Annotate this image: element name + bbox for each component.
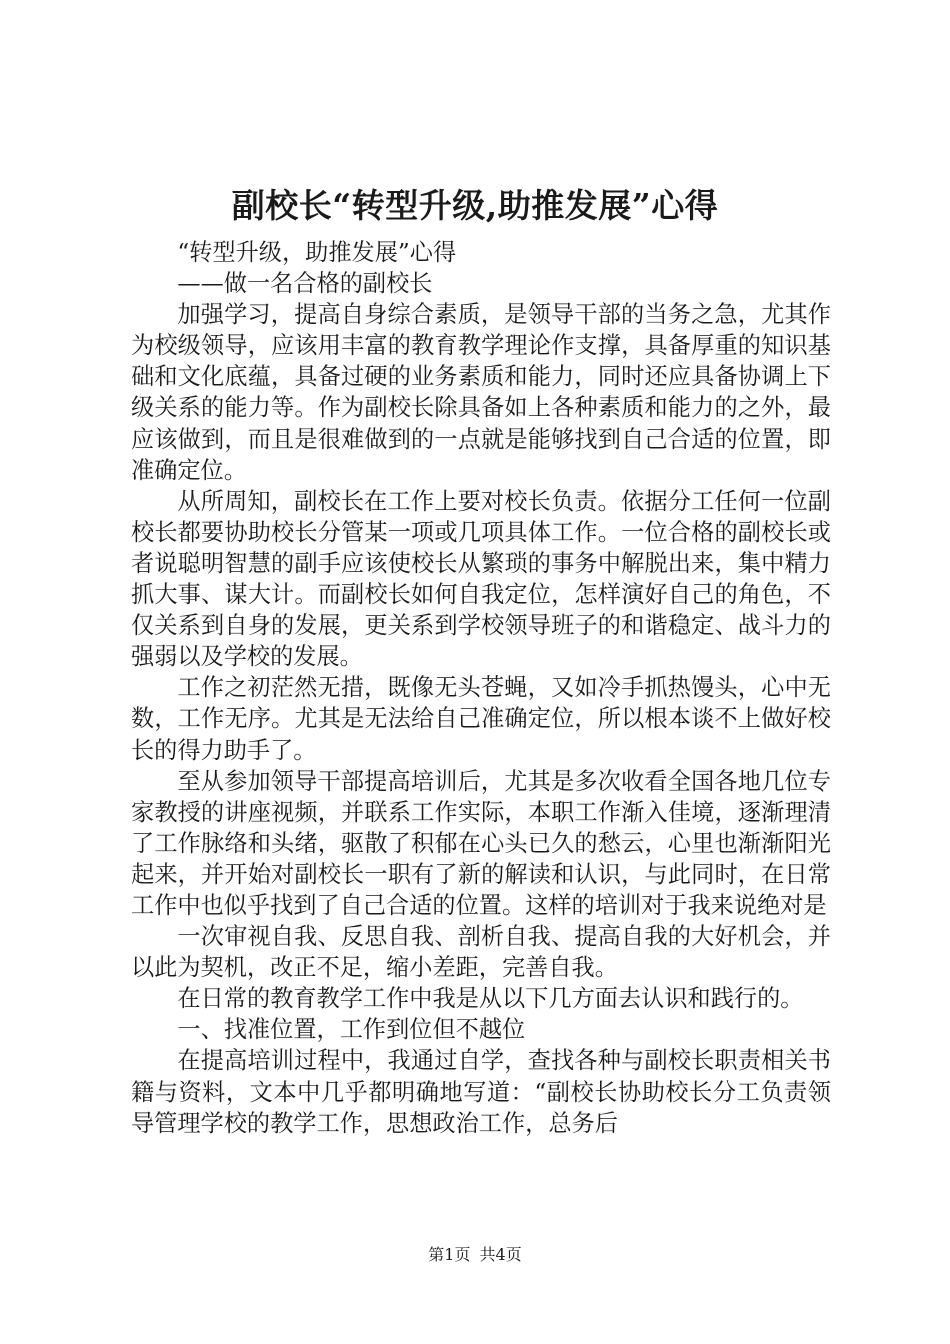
paragraph: 至从参加领导干部提高培训后，尤其是多次收看全国各地几位专家教授的讲座视频，并联系工作实际，本职工作渐入佳境，逐渐理清了工作脉络和头绪，驱散了积郁在心头已久的愁云，心里也渐渐阳光起来，并开始对副校长一职有了新的解读和认识，与此同时，在日常工作中也似乎找到了自己合适的位置。这样的培训对于我来说绝对是: [131, 767, 831, 919]
paragraph: 在日常的教育教学工作中我是从以下几方面去认识和践行的。: [177, 985, 804, 1013]
paragraph: “转型升级，助推发展”心得: [177, 239, 457, 266]
paragraph: 一、找准位置，工作到位但不越位: [177, 1016, 526, 1044]
paragraph: ——做一名合格的副校长: [177, 270, 433, 298]
page-footer: [0, 1244, 950, 1266]
paragraph: 工作之初茫然无措，既像无头苍蝇，又如冷手抓热馒头，心中无数，工作无序。尤其是无法给自己准确定位，所以根本谈不上做好校长的得力助手了。: [131, 674, 831, 764]
document-body: [131, 237, 831, 1139]
paragraph: 在提高培训过程中，我通过自学，查找各种与副校长职责相关书籍与资料，文本中几乎都明确地写道：“副校长协助校长分工负责领导管理学校的教学工作，思想政治工作，总务后: [131, 1047, 831, 1137]
paragraph: 一次审视自我、反思自我、剖析自我、提高自我的大好机会，并以此为契机，改正不足，缩小差距，完善自我。: [131, 923, 831, 982]
page-total: 共4页: [479, 1245, 522, 1264]
document-title: 副校长“转型升级,助推发展”心得: [231, 186, 719, 225]
page-number: 第1页: [428, 1245, 471, 1264]
paragraph: 从所周知，副校长在工作上要对校长负责。依据分工任何一位副校长都要协助校长分管某一项或几项具体工作。一位合格的副校长或者说聪明智慧的副手应该使校长从繁琐的事务中解脱出来，集中精力抓大事、谋大计。而副校长如何自我定位，怎样演好自己的角色，不仅关系到自身的发展，更关系到学校领导班子的和谐稳定、战斗力的强弱以及学校的发展。: [131, 487, 831, 671]
paragraph: 加强学习，提高自身综合素质，是领导干部的当务之急，尤其作为校级领导，应该用丰富的教育教学理论作支撑，具备厚重的知识基础和文化底蕴，具备过硬的业务素质和能力，同时还应具备协调上下级关系的能力等。作为副校长除具备如上各种素质和能力的之外，最应该做到，而且是很难做到的一点就是能够找到自己合适的位置，即准确定位。: [131, 301, 831, 484]
